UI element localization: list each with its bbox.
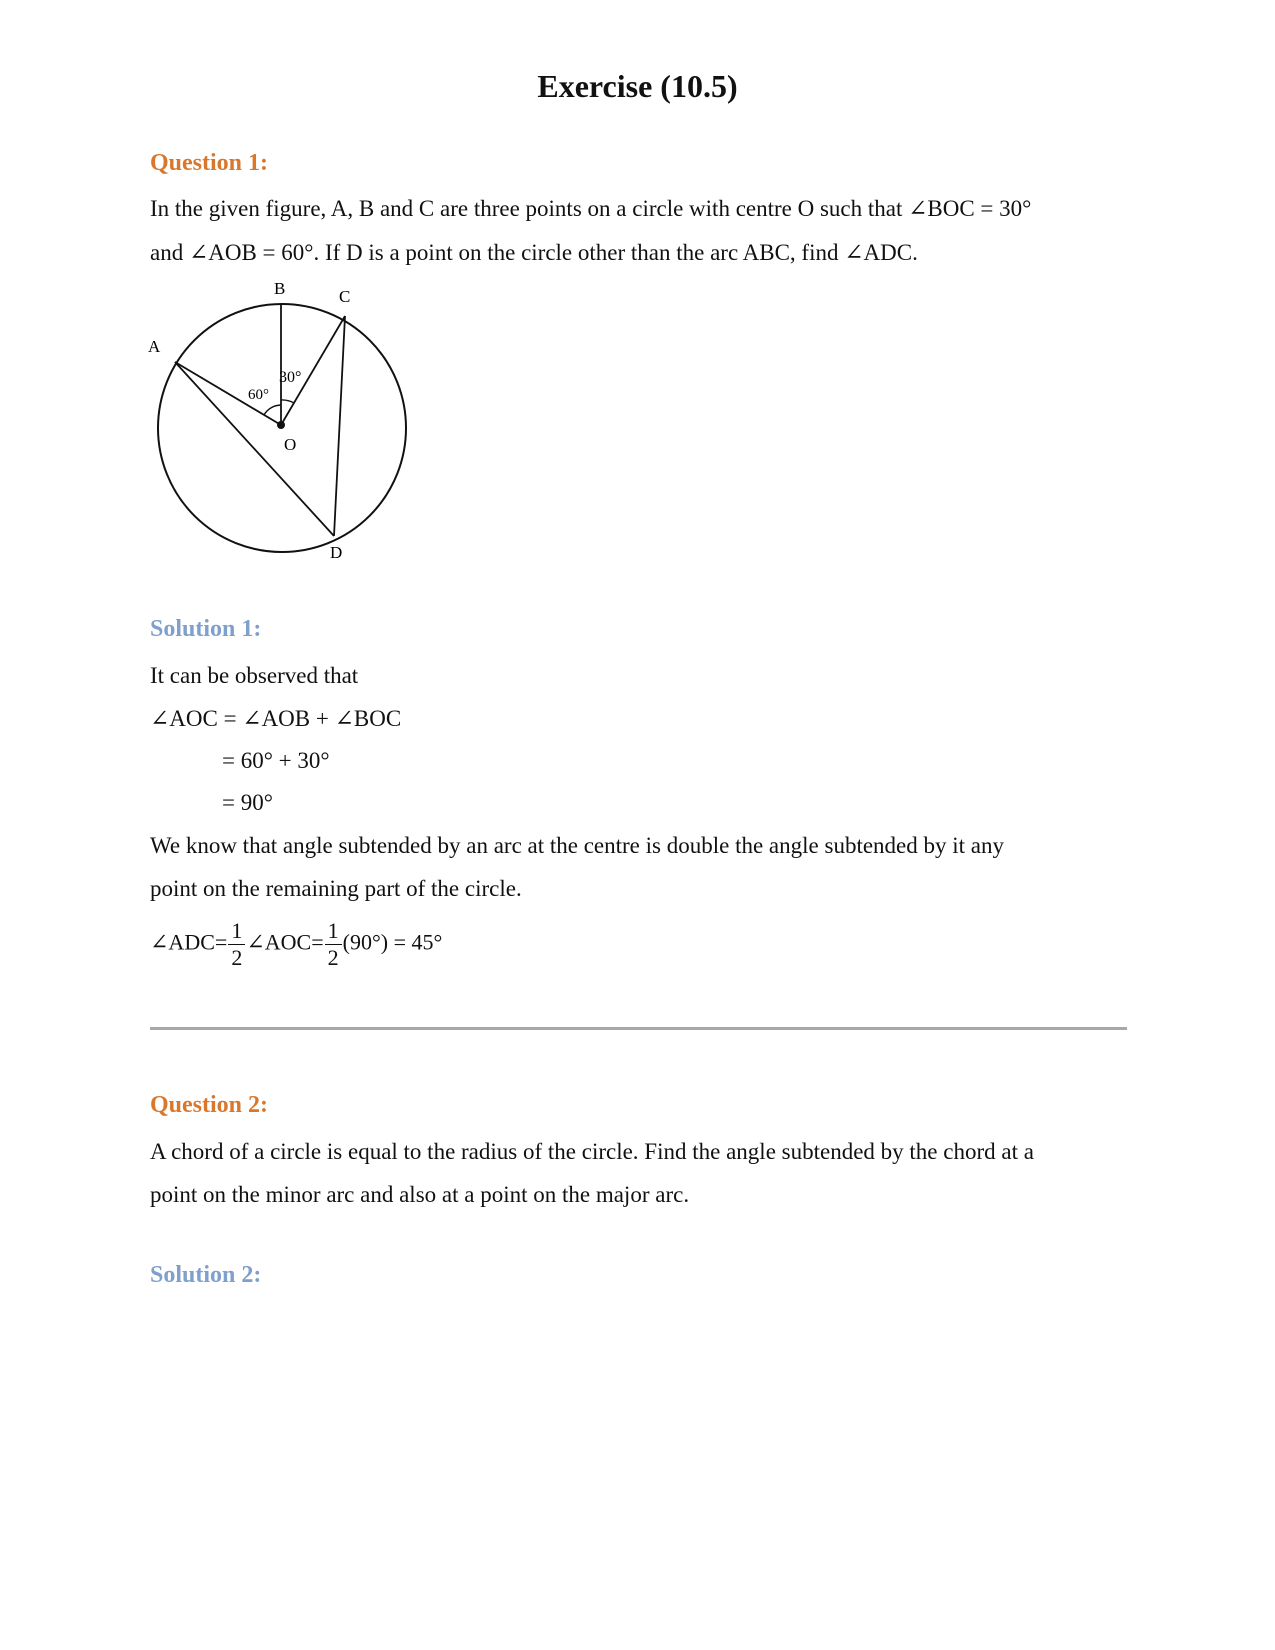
fraction-numerator: 1 — [325, 920, 342, 945]
question-2-text-line-2: point on the minor arc and also at a point on the major arc. — [150, 1182, 690, 1207]
solution-1-equation-1: ∠AOC = ∠AOB + ∠BOC — [150, 706, 402, 731]
final-equals-2: = — [311, 929, 324, 955]
centre-point — [277, 421, 285, 429]
angle-arc-boc — [281, 400, 294, 403]
final-middle: ∠AOC — [246, 929, 312, 955]
final-tail: (90°) = 45° — [342, 929, 443, 955]
solution-1-final-equation — [150, 920, 442, 969]
label-b: B — [274, 279, 286, 298]
label-angle-boc: 30° — [279, 369, 302, 386]
angle-arc-aob — [264, 405, 281, 415]
solution-2-heading: Solution 2: — [150, 1262, 262, 1288]
final-lhs: ∠ADC — [150, 929, 215, 955]
label-angle-aob: 60° — [248, 387, 269, 403]
fraction-one-half-2 — [325, 920, 342, 969]
page-title: Exercise (10.5) — [537, 68, 738, 104]
question-1-text-line-2: and ∠AOB = 60°. If D is a point on the circle other than the arc ABC, find ∠ADC. — [150, 240, 918, 265]
label-d: D — [330, 543, 343, 562]
solution-1-heading: Solution 1: — [150, 616, 262, 642]
fraction-one-half-1 — [228, 920, 245, 969]
section-divider — [150, 1027, 1127, 1030]
label-o: O — [284, 435, 297, 454]
question-1-heading: Question 1: — [150, 150, 269, 176]
solution-1-intro: It can be observed that — [150, 663, 359, 688]
final-equals-1: = — [214, 929, 228, 955]
solution-1-equation-2: = 60° + 30° — [222, 748, 330, 773]
question-2-text-line-1: A chord of a circle is equal to the radius of the circle. Find the angle subtended by the chord at a — [150, 1139, 1034, 1164]
solution-1-text-line-1: We know that angle subtended by an arc at the centre is double the angle subtended by it any — [150, 833, 1004, 858]
question-1-text-line-1: In the given figure, A, B and C are three points on a circle with centre O such that ∠BOC = 30° — [150, 196, 1032, 221]
fraction-denominator: 2 — [327, 945, 339, 970]
fraction-denominator: 2 — [231, 945, 243, 970]
label-a: A — [148, 337, 161, 356]
solution-1-equation-3: = 90° — [222, 790, 273, 815]
question-2-heading: Question 2: — [150, 1092, 269, 1118]
label-c: C — [339, 287, 351, 306]
circle-figure — [140, 272, 420, 572]
solution-1-text-line-2: point on the remaining part of the circle. — [150, 876, 522, 901]
fraction-numerator: 1 — [228, 920, 245, 945]
chord-cd — [334, 316, 345, 536]
